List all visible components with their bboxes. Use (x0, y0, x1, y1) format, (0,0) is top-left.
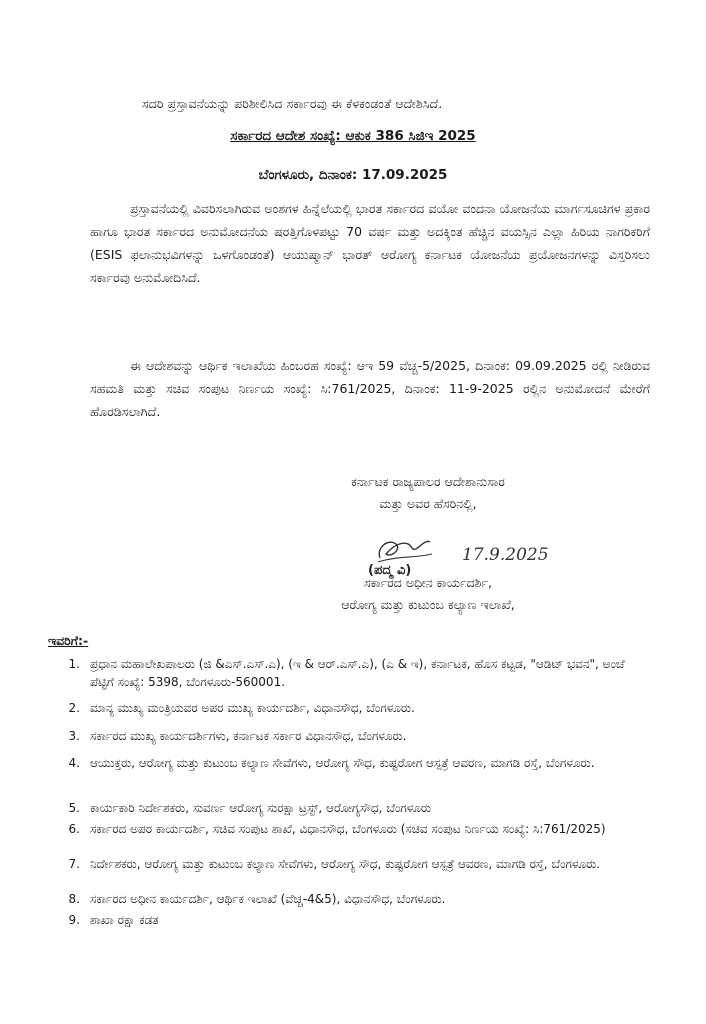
order-number (0, 128, 706, 144)
signer-name: (ಪದ್ಮ ವಿ) (368, 563, 412, 578)
order-paragraph-2: ಈ ಆದೇಶವನ್ನು ಆರ್ಥಿಕ ಇಲಾಖೆಯ ಹಿಂಬರಹ ಸಂಖ್ಯೆ: ಆಇ 59 ವೆಚ್ಚ-5/2025, ದಿನಾಂಕ: 09.09.2025 ರಲ್ಲಿ ನೀಡಿರುವ ಸಹಮತಿ ಮತ್ತು ಸಚಿವ ಸಂಪುಟ ನಿರ್ಣಯ ಸಂಖ್ಯೆ: ಸಿ:761/2025, ದಿನಾಂಕ: 11-9-2025 ರಲ್ಲಿನ ಅನುಮೋದನೆ ಮೇರೆಗೆ ಹೊರಡಿಸಲಾಗಿದೆ. (90, 358, 650, 419)
authority-line-2: ಮತ್ತು ಅವರ ಹೆಸರಿನಲ್ಲಿ, (379, 496, 477, 511)
order-paragraph-1: ಪ್ರಸ್ತಾವನೆಯಲ್ಲಿ ವಿವರಿಸಲಾಗಿರುವ ಅಂಶಗಳ ಹಿನ್ನೆಲೆಯಲ್ಲಿ ಭಾರತ ಸರ್ಕಾರದ ವಯೋ ವಂದನಾ ಯೋಜನೆಯ ಮಾರ್ಗಸೂಚಿಗಳ ಪ್ರಕಾರ ಹಾಗೂ ಭಾರತ ಸರ್ಕಾರದ ಅನುಮೋದನೆಯ ಷರತ್ತಿಗೊಳಪಟ್ಟು 70 ವರ್ಷ ಮತ್ತು ಅದಕ್ಕಿಂತ ಹೆಚ್ಚಿನ ವಯಸ್ಸಿನ ಎಲ್ಲಾ ಹಿರಿಯ ನಾಗರಿಕರಿಗೆ (ESIS ಫಲಾನುಭವಿಗಳನ್ನು ಒಳಗೊಂಡಂತೆ) ಆಯುಷ್ಮಾನ್ ಭಾರತ್ ಆರೋಗ್ಯ ಕರ್ನಾಟಕ ಯೋಜನೆಯ ಪ್ರಯೋಜನಗಳನ್ನು ವಿಸ್ತರಿಸಲು ಸರ್ಕಾರವು ಅನುಮೋದಿಸಿದೆ. (90, 201, 650, 285)
authority-block (288, 471, 568, 515)
signer-designation (268, 572, 588, 616)
intro-line: ಸದರಿ ಪ್ರಸ್ತಾವನೆಯನ್ನು ಪರಿಶೀಲಿಸಿದ ಸರ್ಕಾರವು ಈ ಕೆಳಕಂಡಂತೆ ಆದೇಶಿಸಿದೆ. (142, 96, 443, 111)
authority-line-1: ಕರ್ನಾಟಕ ರಾಜ್ಯಪಾಲರ ಆದೇಶಾನುಸಾರ (351, 474, 505, 489)
signer-title-1: ಸರ್ಕಾರದ ಅಧೀನ ಕಾರ್ಯದರ್ಶಿ, (364, 575, 492, 590)
order-number-text: ಸರ್ಕಾರದ ಆದೇಶ ಸಂಖ್ಯೆ: ಆಕುಕ 386 ಸಿಜಿಇ 2025 (230, 128, 476, 144)
signer-title-2: ಆರೋಗ್ಯ ಮತ್ತು ಕುಟುಂಬ ಕಲ್ಯಾಣ ಇಲಾಖೆ, (341, 597, 515, 612)
distribution-heading: ಇವರಿಗೆ:- (48, 633, 89, 648)
place-date: ಬೆಂಗಳೂರು, ದಿನಾಂಕ: 17.09.2025 (258, 167, 448, 183)
signature-date: 17.9.2025 (462, 545, 549, 565)
government-order-page: ಸದರಿ ಪ್ರಸ್ತಾವನೆಯನ್ನು ಪರಿಶೀಲಿಸಿದ ಸರ್ಕಾರವು ಈ ಕೆಳಕಂಡಂತೆ ಆದೇಶಿಸಿದೆ. ಸರ್ಕಾರದ ಆದೇಶ ಸಂಖ್ಯೆ: ಆಕುಕ 386 ಸಿಜಿಇ 2025 ಬೆಂಗಳೂರು, ದಿನಾಂಕ: 17.09.2025 ಪ್ರಸ್ತಾವನೆಯಲ್ಲಿ ವಿವರಿಸಲಾಗಿರುವ ಅಂಶಗಳ ಹಿನ್ನೆಲೆಯಲ್ಲಿ ಭಾರತ ಸರ್ಕಾರದ ವಯೋ ವಂದನಾ ಯೋಜನೆಯ ಮಾರ್ಗಸೂಚಿಗಳ ಪ್ರಕಾರ ಹಾಗೂ ಭಾರತ ಸರ್ಕಾರದ ಅನುಮೋದನೆಯ ಷರತ್ತಿಗೊಳಪಟ್ಟು 70 ವರ್ಷ ಮತ್ತು ಅದಕ್ಕಿಂತ ಹೆಚ್ಚಿನ ವಯಸ್ಸಿನ ಎಲ್ಲಾ ಹಿರಿಯ ನಾಗರಿಕರಿಗೆ (ESIS ಫಲಾನುಭವಿಗಳನ್ನು ಒಳಗೊಂಡಂತೆ) ಆಯುಷ್ಮಾನ್ ಭಾರತ್ ಆರೋಗ್ಯ ಕರ್ನಾಟಕ ಯೋಜನೆಯ ಪ್ರಯೋಜನಗಳನ್ನು ವಿಸ್ತರಿಸಲು ಸರ್ಕಾರವು ಅನುಮೋದಿಸಿದೆ. ಈ ಆದೇಶವನ್ನು ಆರ್ಥಿಕ ಇಲಾಖೆಯ ಹಿಂಬರಹ ಸಂಖ್ಯೆ: ಆಇ 59 ವೆಚ್ಚ-5/2025, ದಿನಾಂಕ: 09.09.2025 ರಲ್ಲಿ ನೀಡಿರುವ ಸಹಮತಿ ಮತ್ತು ಸಚಿವ ಸಂಪುಟ ನಿರ್ಣಯ ಸಂಖ್ಯೆ: ಸಿ:761/2025, ದಿನಾಂಕ: 11-9-2025 ರಲ್ಲಿನ ಅನುಮೋದನೆ ಮೇರೆಗೆ ಹೊರಡಿಸಲಾಗಿದೆ. ಕರ್ನಾಟಕ ರಾಜ್ಯಪಾಲರ ಆದೇಶಾನುಸಾರ ಮತ್ತು ಅವರ ಹೆಸರಿನಲ್ಲಿ, (ಪದ್ಮ ವಿ) 17.9.2025 ಸರ್ಕಾರದ ಅಧೀನ ಕಾರ್ಯದರ್ಶಿ, ಆರೋಗ್ಯ ಮತ್ತು ಕುಟುಂಬ ಕಲ್ಯಾಣ ಇಲಾಖೆ, ಇವರಿಗೆ:- 1. ಪ್ರಧಾನ ಮಹಾಲೇಖಪಾಲರು (ಜಿ &ಎಸ್.ಎಸ್.ಎ), (ಇ & ಆರ್.ಎಸ್.ಎ), (ಎ & ಇ), ಕರ್ನಾಟಕ, ಹೊಸ ಕಟ್ಟಡ, "ಆಡಿಟ್ ಭವನ", ಅಂಚೆ ಪೆಟ್ಟಿಗೆ ಸಂಖ್ಯೆ: 5398, ಬೆಂಗಳೂರು-560001. 2. ಮಾನ್ಯ ಮುಖ್ಯ ಮಂತ್ರಿಯವರ ಅಪರ ಮುಖ್ಯ ಕಾರ್ಯದರ್ಶಿ, ವಿಧಾನಸೌಧ, ಬೆಂಗಳೂರು. 3. ಸರ್ಕಾರದ ಮುಖ್ಯ ಕಾರ್ಯದರ್ಶಿಗಳು, ಕರ್ನಾಟಕ ಸರ್ಕಾರ ವಿಧಾನಸೌಧ, ಬೆಂಗಳೂರು. 4. ಆಯುಕ್ತರು, ಆರೋಗ್ಯ ಮತ್ತು ಕುಟುಂಬ ಕಲ್ಯಾಣ ಸೇವೆಗಳು, ಆರೋಗ್ಯ ಸೌಧ, ಕುಷ್ಟರೋಗ ಆಸ್ಪತ್ರೆ ಆವರಣ, ಮಾಗಡಿ ರಸ್ತೆ, ಬೆಂಗಳೂರು. 5. ಕಾರ್ಯಕಾರಿ ನಿರ್ದೇಶಕರು, ಸುವರ್ಣ ಆರೋಗ್ಯ ಸುರಕ್ಷಾ ಟ್ರಸ್ಟ್, ಆರೋಗ್ಯಸೌಧ, ಬೆಂಗಳೂರು 6. ಸರ್ಕಾರದ ಅಪರ ಕಾರ್ಯದರ್ಶಿ, ಸಚಿವ ಸಂಪುಟ ಶಾಖೆ, ವಿಧಾನಸೌಧ, ಬೆಂಗಳೂರು (ಸಚಿವ ಸಂಪುಟ ನಿರ್ಣಯ ಸಂಖ್ಯೆ: ಸಿ:761/2025) 7. ನಿರ್ದೇಶಕರು, ಆರೋಗ್ಯ ಮತ್ತು ಕುಟುಂಬ ಕಲ್ಯಾಣ ಸೇವೆಗಳು, ಆರೋಗ್ಯ ಸೌಧ, ಕುಷ್ಟರೋಗ ಆಸ್ಪತ್ರೆ ಆವರಣ, ಮಾಗಡಿ ರಸ್ತೆ, ಬೆಂಗಳೂರು. 8. ಸರ್ಕಾರದ ಅಧೀನ ಕಾರ್ಯದರ್ಶಿ, ಆರ್ಥಿಕ ಇಲಾಖೆ (ವೆಚ್ಚ-4&5), ವಿಧಾನಸೌಧ, ಬೆಂಗಳೂರು. 9. ಶಾಖಾ ರಕ್ಷಾ ಕಡತ (0, 0, 706, 1024)
